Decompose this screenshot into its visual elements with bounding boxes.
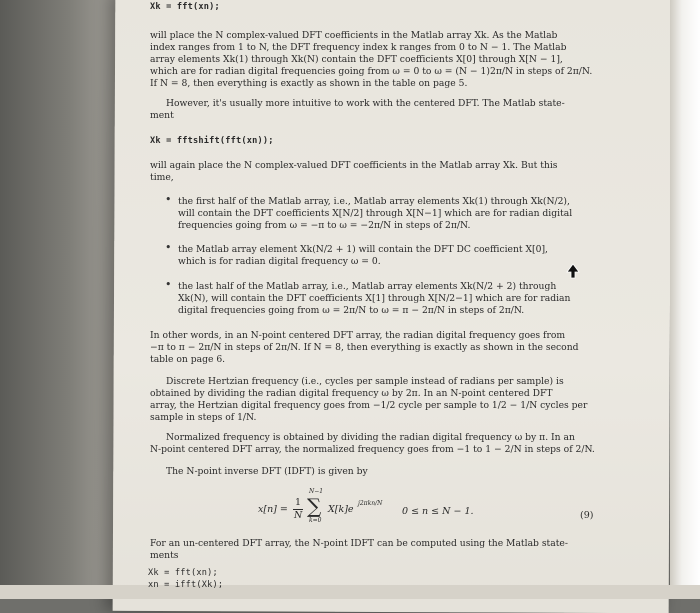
equation-range: 0 ≤ n ≤ N − 1. — [402, 506, 474, 517]
bullet-marker: • — [165, 241, 172, 254]
paragraph-line: However, it's usually more intuitive to work with the centered DFT. The Matlab state- — [166, 98, 565, 109]
paragraph-line: will again place the N complex-valued DFT coefficients in the Matlab array Xk. But this — [150, 160, 558, 171]
equation-sum-bottom: k=0 — [309, 517, 322, 524]
paragraph-line: index ranges from 1 to N, the DFT frequency index k ranges from 0 to N − 1. The Matlab — [150, 42, 567, 53]
paragraph-line: N-point centered DFT array, the normalized frequency goes from −1 to 1 − 2/N in steps of 2/N. — [150, 444, 595, 455]
summation-sign-icon: ∑ — [307, 494, 322, 518]
paragraph-line: array elements Xk(1) through Xk(N) contain the DFT coefficients X[0] through X[N − 1], — [150, 54, 563, 65]
paragraph-line: sample in steps of 1/N. — [150, 412, 257, 423]
equation-frac-den: N — [294, 510, 303, 521]
bullet-text: digital frequencies going from ω = 2π/N to ω = π − 2π/N in steps of 2π/N. — [178, 305, 525, 316]
paragraph-line: obtained by dividing the radian digital frequency ω by 2π. In an N-point centered DFT — [150, 388, 553, 399]
paragraph-line: which are for radian digital frequencies going from ω = 0 to ω = (N − 1)2π/N in steps of 2π/N. — [150, 66, 593, 77]
paragraph-line: −π to π − 2π/N in steps of 2π/N. If N = 8, then everything is exactly as shown in the second — [150, 342, 579, 353]
paragraph-line: For an un-centered DFT array, the N-point IDFT can be computed using the Matlab state- — [150, 538, 568, 549]
code-line-fftshift: Xk = fftshift(fft(xn)); — [150, 136, 274, 146]
code-line-fft: Xk = fft(xn); — [150, 2, 220, 12]
paragraph-line: If N = 8, then everything is exactly as shown in the table on page 5. — [150, 78, 468, 89]
paragraph-line: Discrete Hertzian frequency (i.e., cycles per sample instead of radians per sample) is — [166, 376, 564, 387]
equation-summand: X[k]e — [328, 504, 354, 515]
paragraph-line: table on page 6. — [150, 354, 226, 365]
equation-number: (9) — [580, 510, 594, 521]
bullet-text: the last half of the Matlab array, i.e., Matlab array elements Xk(N/2 + 2) through — [178, 281, 557, 292]
bullet-text: Xk(N), will contain the DFT coefficients X[1] through X[N/2−1] which are for radian — [178, 293, 571, 304]
paragraph-line: Normalized frequency is obtained by dividing the radian digital frequency ω by π. In an — [166, 432, 575, 443]
bullet-text: the first half of the Matlab array, i.e., Matlab array elements Xk(1) through Xk(N/2), — [178, 196, 570, 207]
equation-frac-num: 1 — [295, 497, 302, 508]
paragraph-line: ment — [150, 110, 174, 121]
paragraph-line: ments — [150, 550, 179, 561]
paragraph-line: array, the Hertzian digital frequency goes from −1/2 cycle per sample to 1/2 − 1/N cycles per — [150, 400, 588, 411]
paragraph-line: The N-point inverse DFT (IDFT) is given by — [166, 466, 368, 477]
paragraph-line: time, — [150, 172, 174, 183]
equation-lhs: x[n] = — [258, 504, 288, 515]
bullet-text: which is for radian digital frequency ω = 0. — [178, 256, 381, 267]
paragraph-line: In other words, in an N-point centered DFT array, the radian digital frequency goes from — [150, 330, 566, 341]
paragraph-line: will place the N complex-valued DFT coefficients in the Matlab array Xk. As the Matlab — [150, 30, 558, 41]
bullet-text: the Matlab array element Xk(N/2 + 1) will contain the DFT DC coefficient X[0], — [178, 244, 548, 255]
bullet-marker: • — [165, 193, 172, 206]
bullet-text: frequencies going from ω = −π to ω = −2π/N in steps of 2π/N. — [178, 220, 471, 231]
bullet-text: will contain the DFT coefficients X[N/2] through X[N−1] which are for radian digital — [178, 208, 573, 219]
mouse-pointer-icon — [566, 263, 580, 279]
code-line-ifft: xn = ifft(Xk); — [148, 580, 224, 590]
code-line-fft: Xk = fft(xn); — [148, 568, 218, 578]
equation-exponent: j2πkn/N — [358, 500, 383, 507]
bullet-marker: • — [165, 278, 172, 291]
equation-sum-top: N−1 — [309, 488, 324, 495]
